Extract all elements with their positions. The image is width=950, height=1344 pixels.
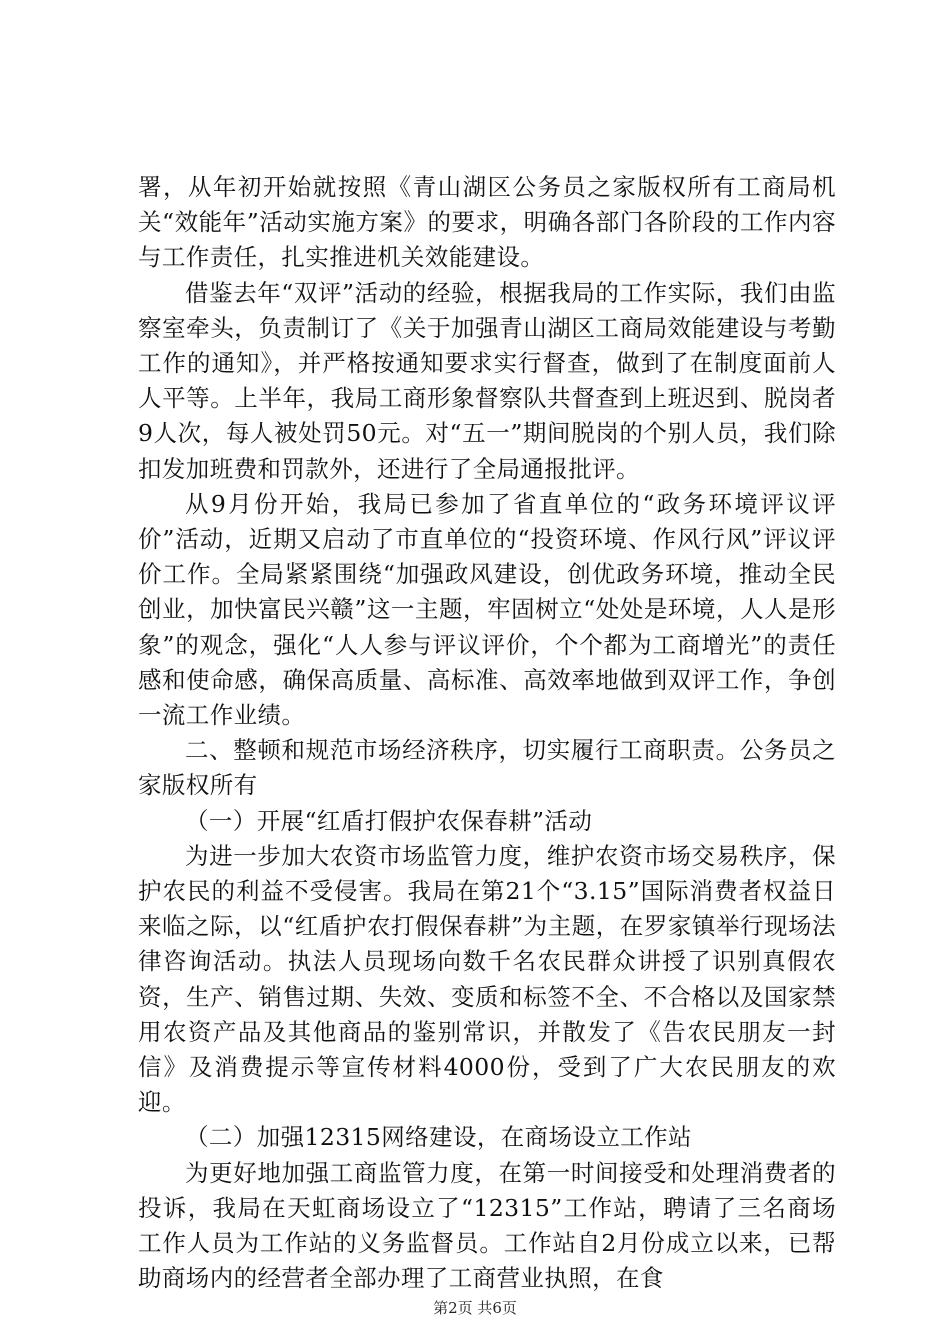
paragraph-continued: 署，从年初开始就按照《青山湖区公务员之家版权所有工商局机关“效能年”活动实施方案》的要求，明确各部门各阶段的工作内容与工作责任，扎实推进机关效能建设。 bbox=[138, 173, 836, 272]
section-heading-2: 二、整顿和规范市场经济秩序，切实履行工商职责。公务员之家版权所有 bbox=[138, 736, 836, 800]
subsection-heading-2: （二）加强12315网络建设，在商场设立工作站 bbox=[185, 1123, 692, 1152]
document-body bbox=[138, 170, 836, 1297]
paragraph-september-activity: 从9月份开始，我局已参加了省直单位的“政务环境评议评价”活动，近期又启动了市直单位的“投资环境、作风行风”评议评价工作。全局紧紧围绕“加强政风建设，创优政务环境，推动全民创业，加快富民兴赣”这一主题，牢固树立“处处是环境，人人是形象”的观念，强化“人人参与评议评价，个个都为工商增光”的责任感和使命感，确保高质量、高标准、高效率地做到双评工作，争创一流工作业绩。 bbox=[138, 489, 836, 730]
subsection-heading-1: （一）开展“红盾打假护农保春耕”活动 bbox=[185, 806, 593, 835]
paragraph-shuangping: 借鉴去年“双评”活动的经验，根据我局的工作实际，我们由监察室牵头，负责制订了《关于加强青山湖区工商局效能建设与考勤工作的通知》，并严格按通知要求实行督查，做到了在制度面前人人平等。上半年，我局工商形象督察队共督查到上班迟到、脱岗者9人次，每人被处罚50元。对“五一”期间脱岗的个别人员，我们除扣发加班费和罚款外，还进行了全局通报批评。 bbox=[138, 278, 836, 483]
page-footer: 第2页 共6页 bbox=[433, 1299, 517, 1317]
paragraph-agri-market: 为进一步加大农资市场监管力度，维护农资市场交易秩序，保护农民的利益不受侵害。我局在第21个“3.15”国际消费者权益日来临之际，以“红盾护农打假保春耕”为主题，在罗家镇举行现场法律咨询活动。执法人员现场向数千名农民群众讲授了识别真假农资，生产、销售过期、失效、变质和标签不全、不合格以及国家禁用农资产品及其他商品的鉴别常识，并散发了《告农民朋友一封信》及消费提示等宣传材料4000份，受到了广大农民朋友的欢迎。 bbox=[138, 841, 836, 1117]
paragraph-12315-station: 为更好地加强工商监管力度，在第一时间接受和处理消费者的投诉，我局在天虹商场设立了“12315”工作站，聘请了三名商场工作人员为工作站的义务监督员。工作站自2月份成立以来，已帮助商场内的经营者全部办理了工商营业执照，在食 bbox=[138, 1158, 836, 1293]
